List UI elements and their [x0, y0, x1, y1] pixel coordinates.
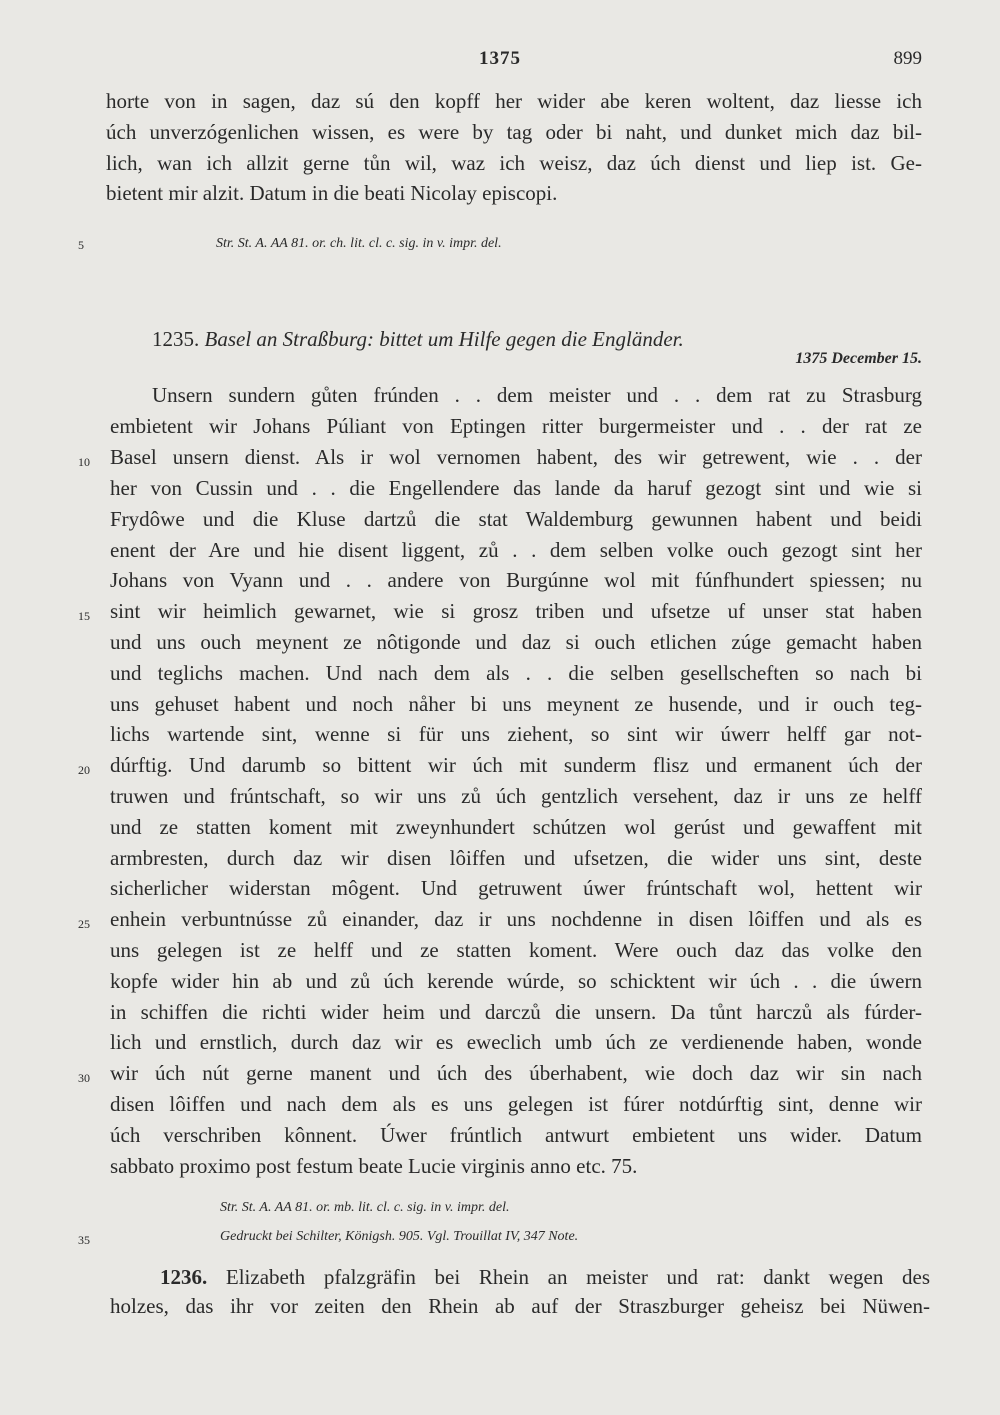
text-line: úch verschriben kônnent. Úwer frúntlich antwurt embietent uns wider. Datum — [110, 1123, 922, 1147]
text-line: uns gelegen ist ze helff und ze statten koment. Were ouch daz das volke den — [110, 938, 922, 962]
text-line: in schiffen die richti wider heim und darczů die unsern. Da tůnt harczů als fúrder- — [110, 1000, 922, 1024]
text-line: wir úch nút gerne manent und úch des úberhabent, wie doch daz wir sin nach — [110, 1061, 922, 1085]
text-line: armbresten, durch daz wir disen lôiffen und ufsetzen, die wider uns sint, deste — [110, 846, 922, 870]
text-line: sabbato proximo post festum beate Lucie virginis anno etc. 75. — [110, 1154, 638, 1178]
running-head-year: 1375 — [479, 48, 521, 69]
text-line: her von Cussin und . . die Engellendere das lande da haruf gezogt sint und wie si — [110, 476, 922, 500]
page-number: 899 — [893, 48, 922, 69]
line-number: 25 — [78, 917, 90, 931]
print-reference: Gedruckt bei Schilter, Königsh. 905. Vgl. Trouillat IV, 347 Note. — [220, 1229, 579, 1244]
text-line: Unsern sundern gůten frúnden . . dem meister und . . dem rat zu Strasburg — [152, 383, 922, 407]
text-line: und teglichs machen. Und nach dem als . . die selben gesellscheften so nach bi — [110, 661, 922, 685]
text-line: holzes, das ihr vor zeiten den Rhein ab auf der Straszburger geheisz bei Nüwen- — [110, 1294, 930, 1318]
document-number: 1235. — [152, 327, 200, 351]
line-number: 35 — [78, 1233, 90, 1247]
document-heading: Elizabeth pfalzgräfin bei Rhein an meister und rat: dankt wegen des — [225, 1265, 931, 1289]
text-line: lich und ernstlich, durch daz wir es eweclich umb úch ze verdienende haben, wonde — [110, 1030, 922, 1054]
text-line: Johans von Vyann und . . andere von Burgúnne wol mit fúnfhundert spiessen; nu — [110, 568, 922, 592]
document-date: 1375 December 15. — [795, 350, 922, 367]
text-line: bietent mir alzit. Datum in die beati Nicolay episcopi. — [106, 181, 558, 205]
text-line: úch unverzógenlichen wissen, es were by tag oder bi naht, und dunket mich daz bil- — [106, 120, 922, 144]
text-line: Frydôwe und die Kluse dartzů die stat Waldemburg gewunnen habent und beidi — [110, 507, 922, 531]
line-number: 5 — [78, 238, 84, 252]
text-line: sint wir heimlich gewarnet, wie si grosz triben und ufsetze uf unser stat haben — [110, 599, 922, 623]
document-title-1236 — [160, 1265, 930, 1290]
text-line: kopfe wider hin ab und zů úch kerende wúrde, so schicktent wir úch . . die úwern — [110, 969, 922, 993]
text-line: sicherlicher widerstan môgent. Und getruwent úwer frúntschaft wol, hettent wir — [110, 876, 922, 900]
text-line: enent der Are und hie disent liggent, zů . . dem selben volke ouch gezogt sint her — [110, 538, 922, 562]
document-title-1235 — [152, 327, 684, 352]
text-line: horte von in sagen, daz sú den kopff her wider abe keren woltent, daz liesse ich — [106, 89, 922, 113]
document-number: 1236. — [160, 1265, 208, 1289]
text-line: lichs wartende sint, wenne si für uns ziehent, so sint wir úwerr helff gar not- — [110, 722, 922, 746]
source-note: Str. St. A. AA 81. or. ch. lit. cl. c. sig. in v. impr. del. — [216, 236, 502, 251]
line-number: 30 — [78, 1071, 90, 1085]
text-line: disen lôiffen und nach dem als es uns gelegen ist fúrer notdúrftig sint, denne wir — [110, 1092, 922, 1116]
line-number: 20 — [78, 763, 90, 777]
text-line: Basel unsern dienst. Als ir wol vernomen habent, des wir getrewent, wie . . der — [110, 445, 922, 469]
text-line: und ze statten koment mit zweynhundert schútzen wol gerúst und gewaffent mit — [110, 815, 922, 839]
line-number: 15 — [78, 609, 90, 623]
text-line: uns gehuset habent und noch nåher bi uns meynent ze husende, und ir ouch teg- — [110, 692, 922, 716]
line-number: 10 — [78, 455, 90, 469]
text-line: truwen und frúntschaft, so wir uns zů úch gentzlich versehent, daz ir uns ze helff — [110, 784, 922, 808]
text-line: embietent wir Johans Púliant von Eptingen ritter burgermeister und . . der rat ze — [110, 414, 922, 438]
source-note: Str. St. A. AA 81. or. mb. lit. cl. c. sig. in v. impr. del. — [220, 1200, 510, 1215]
text-line: und uns ouch meynent ze nôtigonde und daz si ouch etlichen zúge gemacht haben — [110, 630, 922, 654]
document-heading: Basel an Straßburg: bittet um Hilfe gegen die Engländer. — [204, 327, 684, 351]
text-line: lich, wan ich allzit gerne tůn wil, waz ich weisz, daz úch dienst und liep ist. Ge- — [106, 151, 922, 175]
text-line: dúrftig. Und darumb so bittent wir úch mit sunderm flisz und ermanent úch der — [110, 753, 922, 777]
text-line: enhein verbuntnússe zů einander, daz ir uns nochdenne in disen lôiffen und als es — [110, 907, 922, 931]
